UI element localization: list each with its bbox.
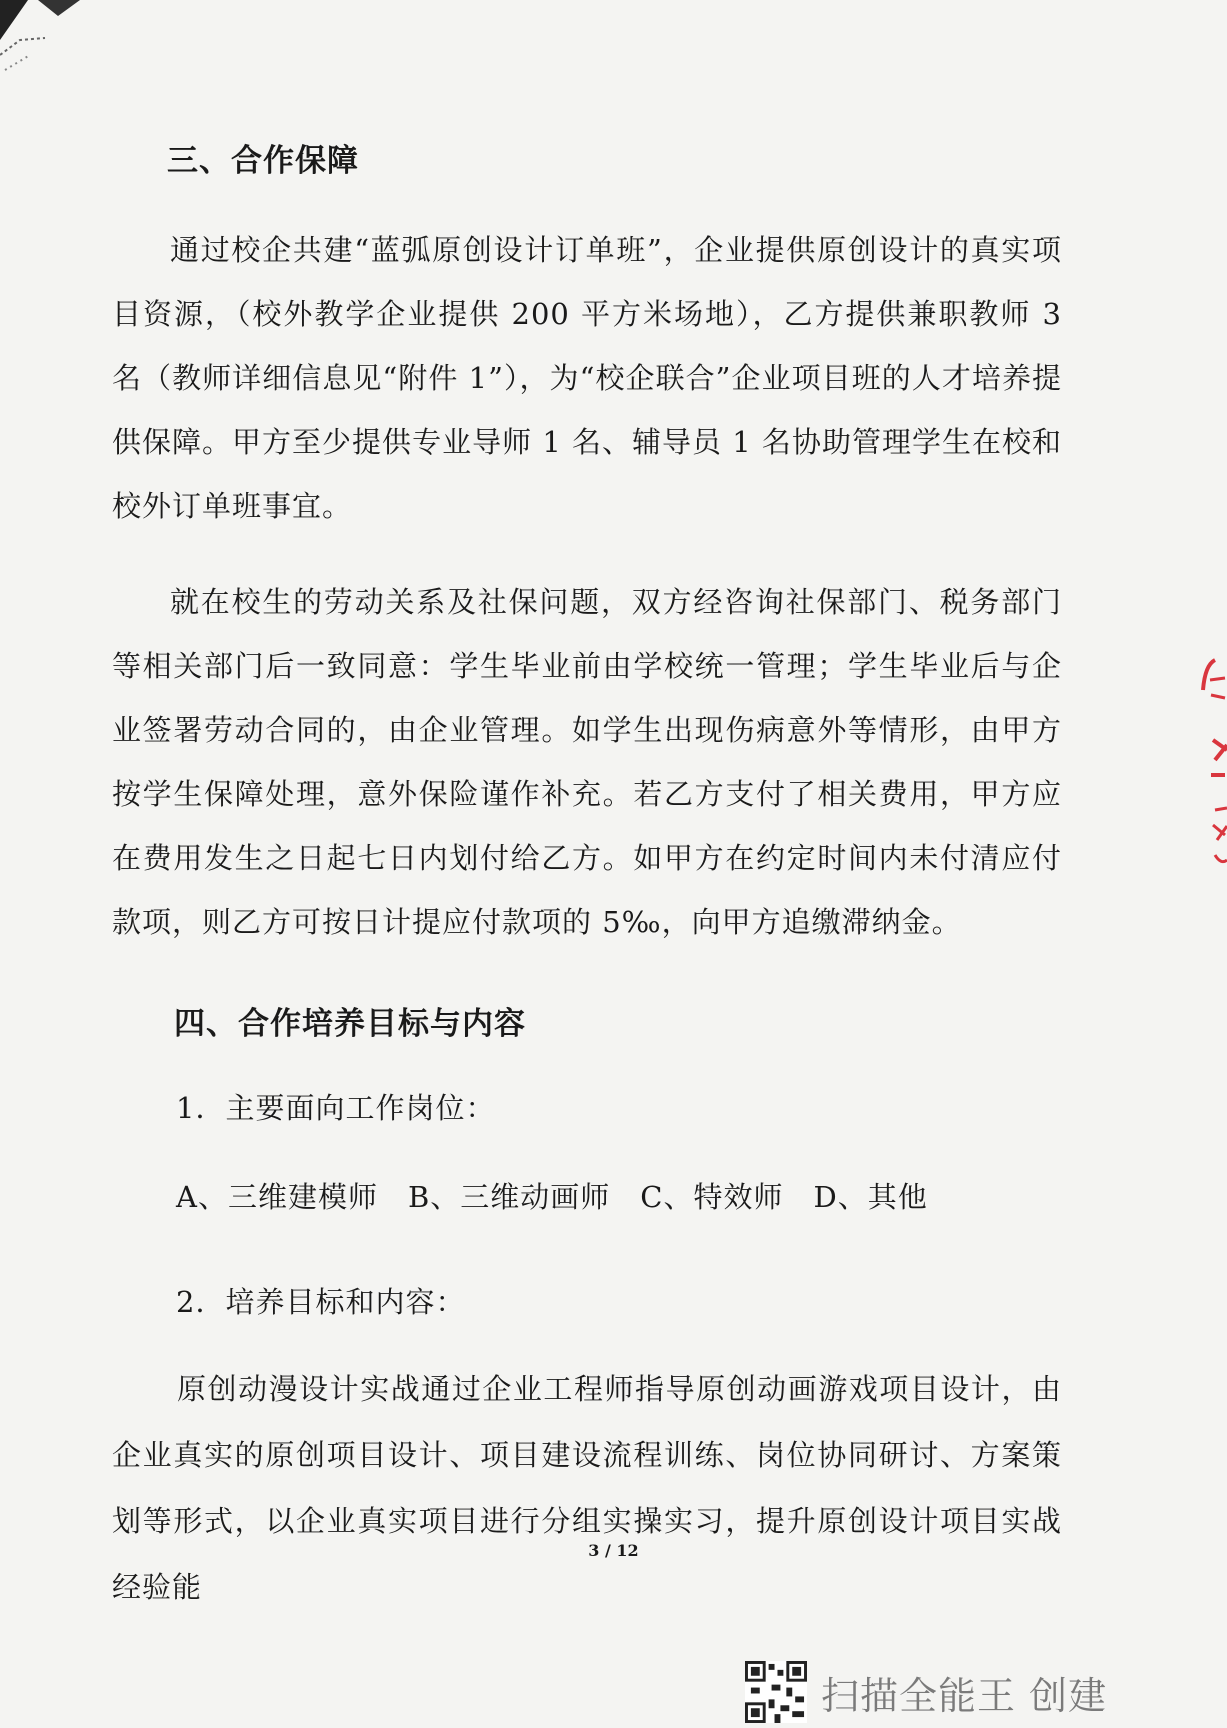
item-1-label: 1．主要面向工作岗位： bbox=[176, 1091, 496, 1125]
section-3-paragraph-1: 通过校企共建“蓝弧原创设计订单班”，企业提供原创设计的真实项目资源，（校外教学企业提供 200 平方米场地），乙方提供兼职教师 3 名（教师详细信息见“附件 1”），为“校企联合”企业项目班的人才培养提供保障。甲方至少提供专业导师 1 名、辅导员 1 名协助管理学生在校和校外订单班事宜。 bbox=[112, 233, 1062, 523]
section-3-heading: 三、合作保障 bbox=[167, 143, 359, 179]
section-3-paragraph-2: 就在校生的劳动关系及社保问题，双方经咨询社保部门、税务部门等相关部门后一致同意：学生毕业前由学校统一管理；学生毕业后与企业签署劳动合同的，由企业管理。如学生出现伤病意外等情形，由甲方按学生保障处理，意外保险谨作补充。若乙方支付了相关费用，甲方应在费用发生之日起七日内划付给乙方。如甲方在约定时间内未付清应付款项，则乙方可按日计提应付款项的 5‰，向甲方追缴滞纳金。 bbox=[112, 585, 1062, 939]
job-roles-list: A、三维建模师 B、三维动画师 C、特效师 D、其他 bbox=[176, 1180, 928, 1214]
section-4-paragraph: 原创动漫设计实战通过企业工程师指导原创动画游戏项目设计，由企业真实的原创项目设计、项目建设流程训练、岗位协同研讨、方案策划等形式，以企业真实项目进行分组实操实习，提升原创设计项目实战经验能 bbox=[112, 1372, 1062, 1604]
scanner-watermark bbox=[745, 1662, 1107, 1722]
item-2-label: 2．培养目标和内容： bbox=[176, 1285, 466, 1319]
qr-code-icon bbox=[745, 1661, 807, 1723]
page-number: 3 / 12 bbox=[588, 1541, 639, 1560]
watermark-text: 扫描全能王 创建 bbox=[821, 1673, 1108, 1718]
scan-corner-mark bbox=[0, 0, 110, 100]
section-4-heading: 四、合作培养目标与内容 bbox=[174, 1006, 526, 1042]
red-seal-stamp-edge bbox=[1185, 650, 1227, 900]
